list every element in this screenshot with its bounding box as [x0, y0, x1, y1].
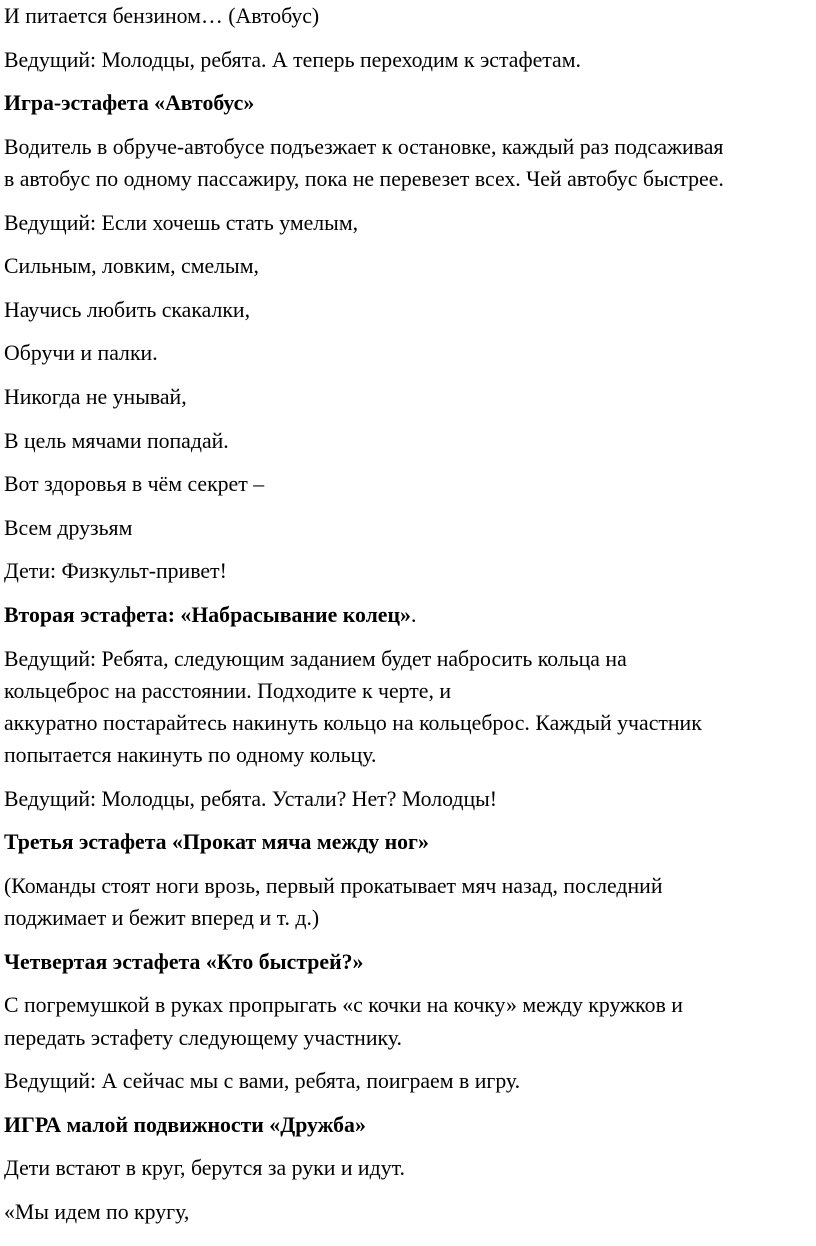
text-run: Обручи и палки.	[4, 341, 158, 366]
text-line	[4, 468, 816, 500]
text-line	[4, 337, 816, 369]
text-paragraph	[4, 294, 816, 326]
text-line	[4, 294, 816, 326]
text-paragraph	[4, 1065, 816, 1097]
text-run: в автобус по одному пассажиру, пока не перевезет всех. Чей автобус быстрее.	[4, 166, 724, 191]
text-run: В цель мячами попадай.	[4, 428, 229, 453]
text-run: Третья эстафета «Прокат мяча между ног»	[4, 830, 429, 855]
text-run: ИГРА малой подвижности «Дружба»	[4, 1112, 366, 1137]
text-run: попытается накинуть по одному кольцу.	[4, 743, 377, 768]
text-paragraph	[4, 643, 816, 772]
heading-paragraph	[4, 599, 816, 631]
text-line	[4, 783, 816, 815]
text-paragraph	[4, 870, 816, 934]
text-line	[4, 555, 816, 587]
heading-suffix-period: .	[410, 602, 417, 627]
text-run: Ведущий: Молодцы, ребята. А теперь переходим к эстафетам.	[4, 47, 581, 72]
text-run: (Команды стоят ноги врозь, первый прокатывает мяч назад, последний	[4, 873, 663, 898]
text-run: И питается бензином… (Автобус)	[4, 4, 320, 28]
text-line	[4, 512, 816, 544]
text-paragraph	[4, 44, 816, 76]
text-run: Всем друзьям	[4, 515, 133, 540]
text-line	[4, 0, 816, 32]
text-run: аккуратно постарайтесь накинуть кольцо на кольцеброс. Каждый участник	[4, 710, 702, 735]
text-run: Никогда не унывай,	[4, 384, 187, 409]
text-line	[4, 1065, 816, 1097]
heading-paragraph	[4, 946, 816, 978]
document-body	[4, 0, 816, 1228]
text-line	[4, 1109, 816, 1141]
text-run: Ведущий: Ребята, следующим заданием будет набросить кольца на	[4, 646, 627, 671]
text-paragraph	[4, 131, 816, 195]
text-paragraph	[4, 337, 816, 369]
text-paragraph	[4, 468, 816, 500]
text-line	[4, 425, 816, 457]
text-run: Дети встают в круг, берутся за руки и идут.	[4, 1156, 405, 1181]
text-run: Сильным, ловким, смелым,	[4, 254, 259, 279]
text-run: Дети: Физкульт-привет!	[4, 559, 227, 584]
text-line	[4, 707, 816, 739]
text-run: поджимает и бежит вперед и т. д.)	[4, 906, 320, 931]
text-line	[4, 1152, 816, 1184]
text-line	[4, 163, 816, 195]
text-line	[4, 44, 816, 76]
text-run: Вот здоровья в чём секрет –	[4, 472, 265, 497]
text-line	[4, 643, 816, 675]
heading-paragraph	[4, 87, 816, 119]
text-run: Ведущий: Если хочешь стать умелым,	[4, 210, 359, 235]
text-run: Вторая эстафета: «Набрасывание колец»	[4, 602, 411, 627]
text-line	[4, 739, 816, 771]
text-run: кольцеброс на расстоянии. Подходите к черте, и	[4, 678, 452, 703]
text-paragraph	[4, 1152, 816, 1184]
text-line	[4, 870, 816, 902]
text-line	[4, 1022, 816, 1054]
text-run: Ведущий: Молодцы, ребята. Устали? Нет? Молодцы!	[4, 786, 498, 811]
text-line	[4, 207, 816, 239]
text-line	[4, 1196, 816, 1228]
heading-paragraph	[4, 1109, 816, 1141]
text-paragraph	[4, 1196, 816, 1228]
text-run: С погремушкой в руках пропрыгать «с кочки на кочку» между кружков и	[4, 993, 683, 1018]
text-paragraph	[4, 0, 816, 32]
text-paragraph	[4, 783, 816, 815]
text-paragraph	[4, 381, 816, 413]
text-paragraph	[4, 425, 816, 457]
text-run: Четвертая эстафета «Кто быстрей?»	[4, 949, 364, 974]
text-line	[4, 946, 816, 978]
text-line	[4, 902, 816, 934]
text-paragraph	[4, 555, 816, 587]
text-line	[4, 675, 816, 707]
heading-paragraph	[4, 826, 816, 858]
text-run: Научись любить скакалки,	[4, 297, 251, 322]
text-paragraph	[4, 207, 816, 239]
text-line	[4, 131, 816, 163]
text-run: передать эстафету следующему участнику.	[4, 1025, 402, 1050]
text-line	[4, 250, 816, 282]
text-run: «Мы идем по кругу,	[4, 1199, 190, 1224]
text-line	[4, 989, 816, 1021]
text-paragraph	[4, 250, 816, 282]
text-line	[4, 381, 816, 413]
text-line	[4, 87, 816, 119]
text-line	[4, 826, 816, 858]
text-run: Ведущий: А сейчас мы с вами, ребята, поиграем в игру.	[4, 1069, 521, 1094]
text-line	[4, 599, 816, 631]
text-run: Водитель в обруче-автобусе подъезжает к остановке, каждый раз подсаживая	[4, 134, 724, 159]
text-paragraph	[4, 989, 816, 1053]
text-paragraph	[4, 512, 816, 544]
text-run: Игра-эстафета «Автобус»	[4, 91, 255, 116]
